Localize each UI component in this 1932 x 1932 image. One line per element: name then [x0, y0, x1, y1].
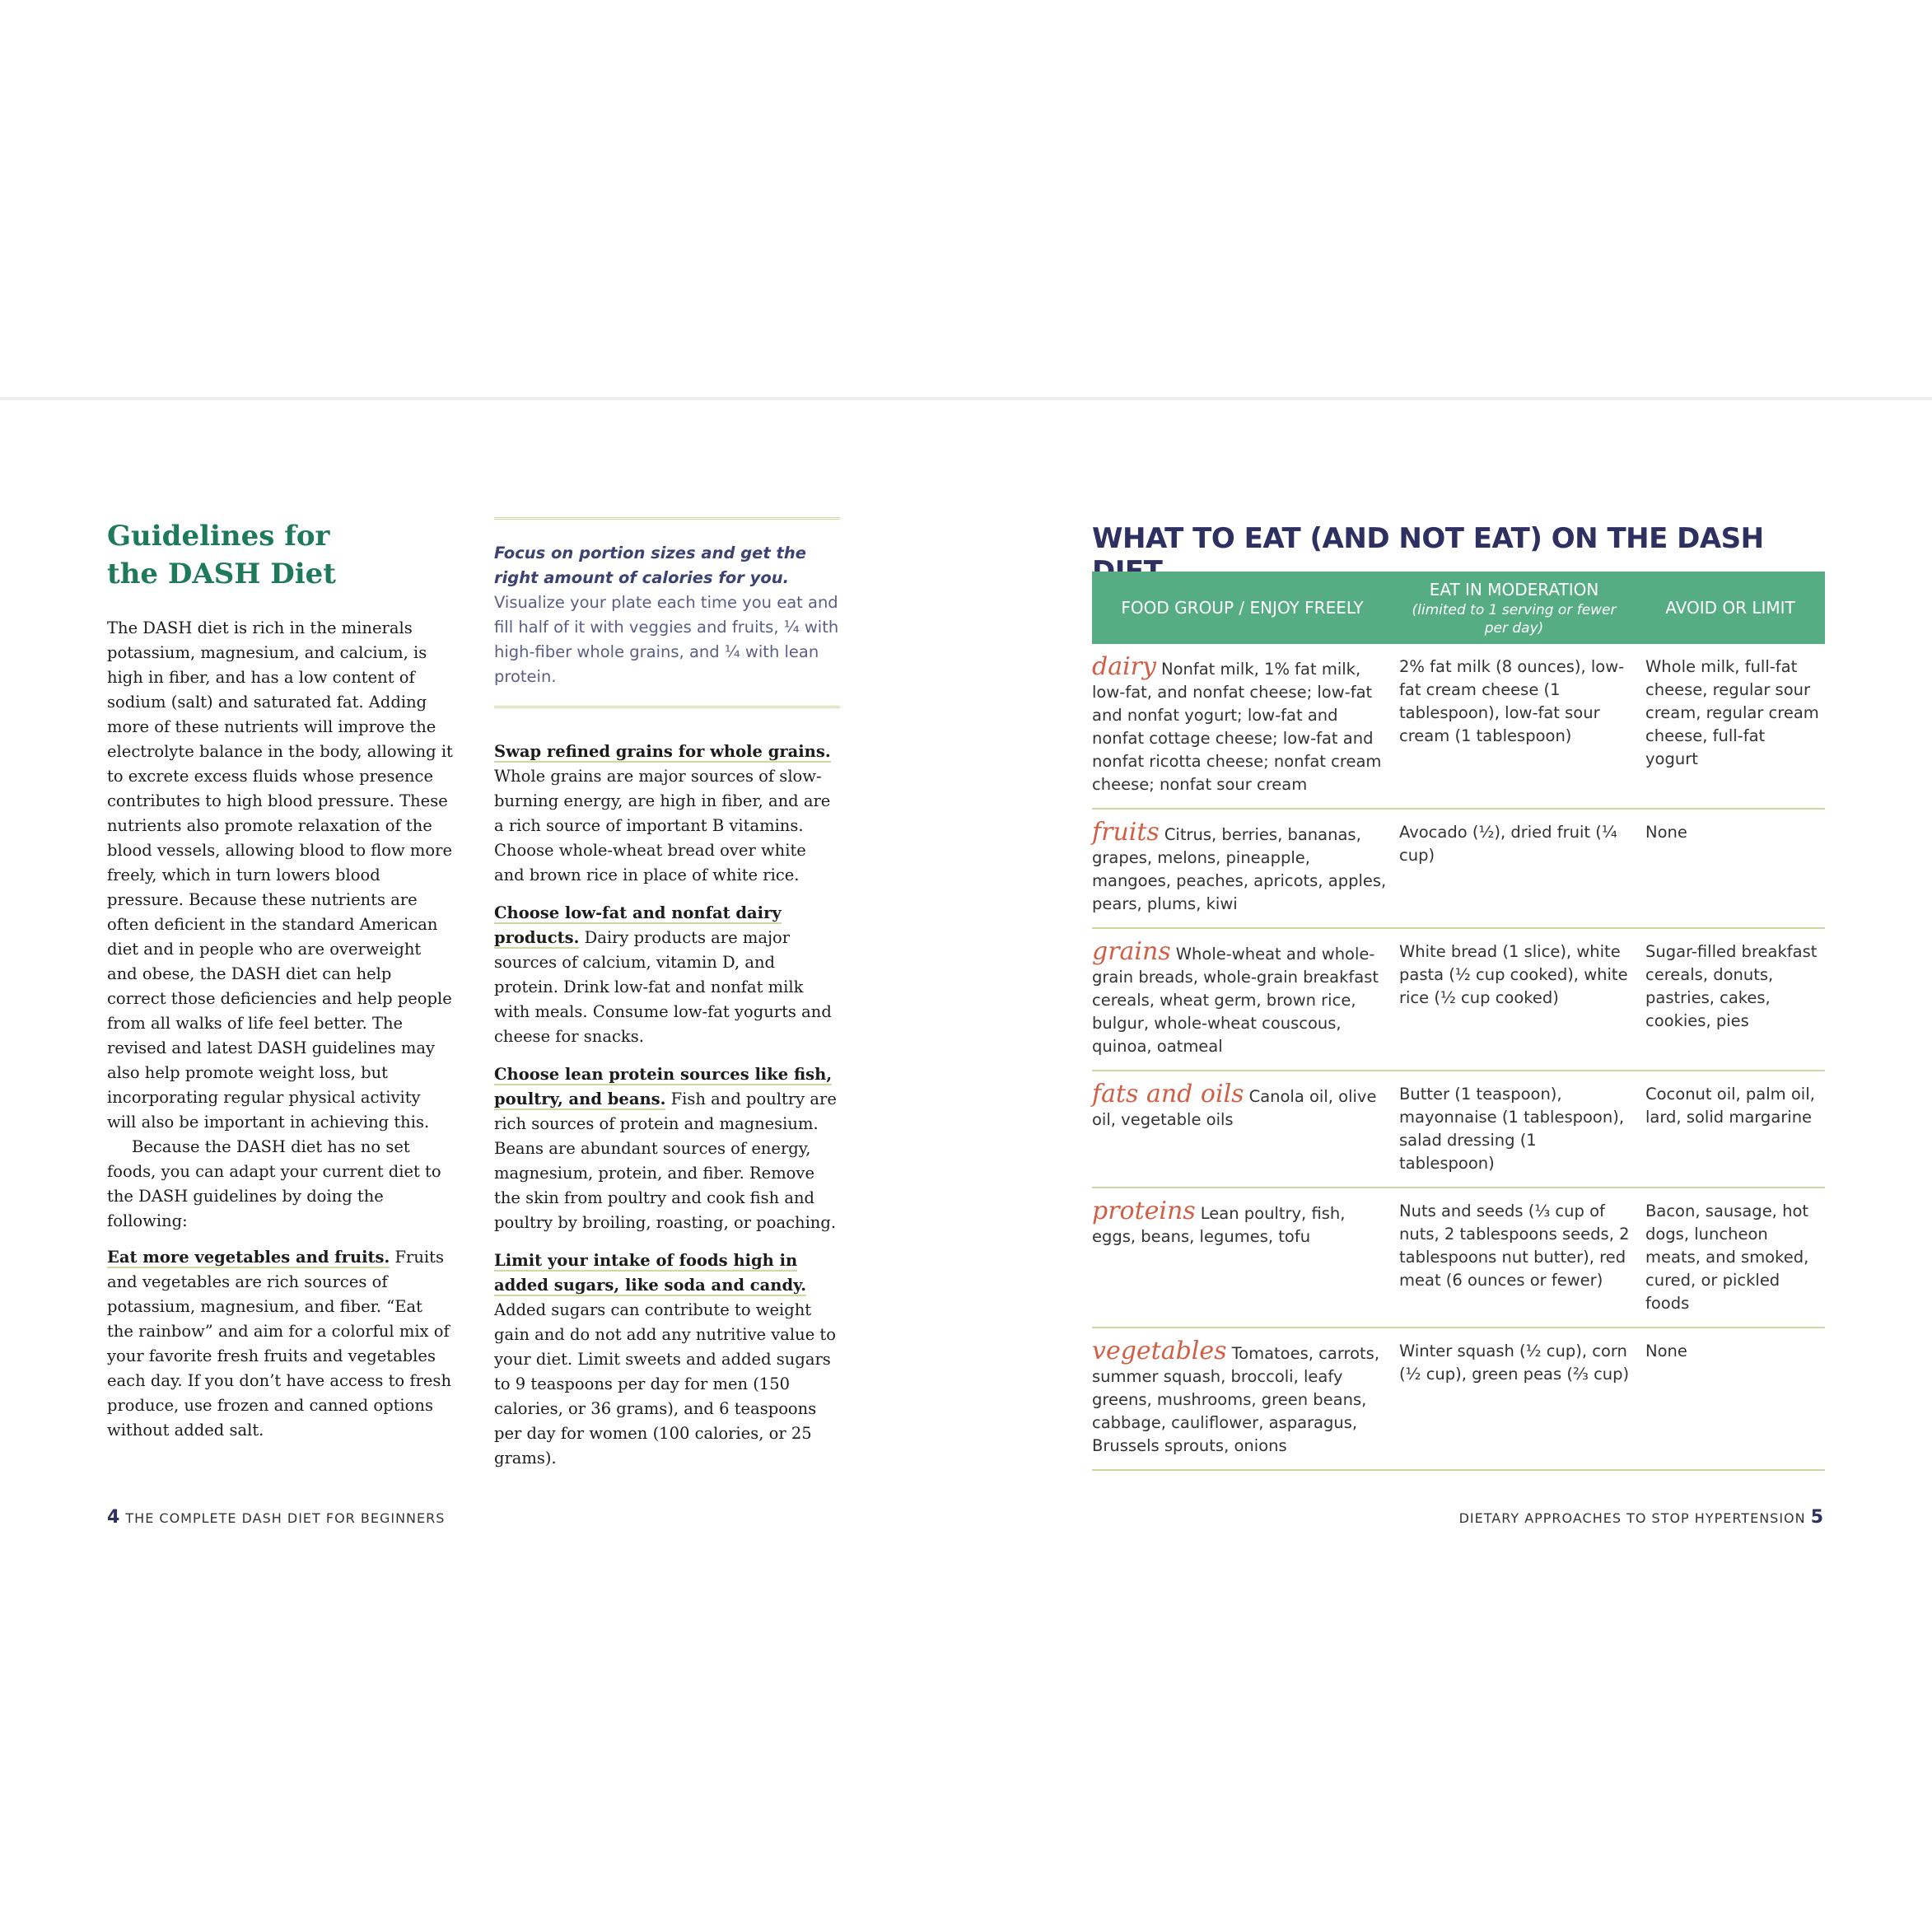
freely-text: Tomatoes, carrots, summer squash, broccoli, leafy greens, mushrooms, green beans, cabbage, cauliflower, asparagus, Brussels sprouts, onions — [1092, 1344, 1380, 1455]
table-row — [1092, 644, 1825, 809]
grains-paragraph — [494, 740, 840, 888]
page-number-right: 5 — [1810, 1507, 1824, 1528]
grains-body: Whole grains are major sources of slow-burning energy, are high in fiber, and are a rich source of important B vitamins. Choose whole-wheat bread over white and brown rice in place of white rice. — [494, 767, 831, 884]
sugar-lead: Limit your intake of foods high in added sugars, like soda and candy. — [494, 1251, 806, 1295]
cell-moderation: White bread (1 slice), white pasta (½ cup cooked), white rice (½ cup cooked) — [1393, 928, 1636, 1071]
freely-text: Citrus, berries, bananas, grapes, melons, pineapple, mangoes, peaches, apricots, apples, pears, plums, kiwi — [1092, 825, 1387, 913]
cell-freely — [1092, 1071, 1393, 1188]
top-divider — [0, 397, 1932, 400]
cell-moderation: Winter squash (½ cup), corn (½ cup), green peas (⅔ cup) — [1393, 1328, 1636, 1470]
group-label: fats and oils — [1092, 1080, 1244, 1108]
food-table — [1092, 572, 1825, 1471]
dairy-paragraph — [494, 901, 840, 1049]
cell-avoid: None — [1636, 809, 1825, 928]
right-column — [494, 740, 840, 1484]
cell-avoid: None — [1636, 1328, 1825, 1470]
cell-moderation: 2% fat milk (8 ounces), low-fat cream cheese (1 tablespoon), low-fat sour cream (1 tablespoon) — [1393, 644, 1636, 809]
cell-freely — [1092, 928, 1393, 1071]
table-row — [1092, 1188, 1825, 1328]
sugar-paragraph — [494, 1248, 840, 1471]
callout-emphasis: Focus on portion sizes and get the right amount of calories for you. — [494, 544, 806, 587]
page-title — [107, 517, 420, 593]
cell-freely — [1092, 644, 1393, 809]
cell-moderation: Butter (1 teaspoon), mayonnaise (1 tablespoon), salad dressing (1 tablespoon) — [1393, 1071, 1636, 1188]
table-header-row — [1092, 572, 1825, 644]
header-food-group: FOOD GROUP / ENJOY FREELY — [1092, 572, 1393, 644]
grains-lead: Swap refined grains for whole grains. — [494, 742, 831, 761]
freely-text: Whole-wheat and whole-grain breads, whole-grain breakfast cereals, wheat germ, brown rice, bulgur, whole-wheat couscous, quinoa, oatmeal — [1092, 945, 1379, 1056]
group-label: proteins — [1092, 1197, 1196, 1225]
table-row — [1092, 928, 1825, 1071]
header-moderation — [1393, 572, 1636, 644]
page-number-left: 4 — [107, 1507, 121, 1528]
protein-paragraph — [494, 1062, 840, 1235]
sugar-body: Added sugars can contribute to weight gain and do not add any nutritive value to your diet. Limit sweets and added sugars to 9 teaspoons per day for men (150 calories, or 36 grams), and 6 teaspoons per day for women (100 calories, or 25 grams). — [494, 1300, 837, 1468]
group-label: fruits — [1092, 818, 1160, 847]
vegetables-lead: Eat more vegetables and fruits. — [107, 1248, 390, 1267]
table-title: WHAT TO EAT (AND NOT EAT) ON THE DASH — [1092, 522, 1764, 555]
group-label: dairy — [1092, 652, 1156, 681]
cell-avoid: Sugar-filled breakfast cereals, donuts, pastries, cakes, cookies, pies — [1636, 928, 1825, 1071]
header-avoid: AVOID OR LIMIT — [1636, 572, 1825, 644]
left-column — [107, 616, 453, 1443]
header-moderation-sub: (limited to 1 serving or fewer per day) — [1412, 602, 1617, 637]
vegetables-body: Fruits and vegetables are rich sources of potassium, magnesium, and fiber. “Eat the rainbow” and aim for a colorful mix of your favorite fresh fruits and vegetables each day. If you don’t have access to fresh produce, use frozen and canned options without added salt. — [107, 1248, 452, 1440]
freely-text: Canola oil, olive oil, vegetable oils — [1092, 1087, 1377, 1129]
dairy-body: Dairy products are major sources of calcium, vitamin D, and protein. Drink low-fat and nonfat milk with meals. Consume low-fat yogurts and cheese for snacks. — [494, 928, 832, 1046]
cell-avoid: Coconut oil, palm oil, lard, solid margarine — [1636, 1071, 1825, 1188]
protein-body: Fish and poultry are rich sources of protein and magnesium. Beans are abundant sources of energy, magnesium, protein, and fiber. Remove the skin from poultry and cook fish and poultry by broiling, roasting, or poaching. — [494, 1090, 837, 1232]
vegetables-paragraph — [107, 1245, 453, 1443]
cell-avoid: Whole milk, full-fat cheese, regular sour cream, regular cream cheese, full-fat yogurt — [1636, 644, 1825, 809]
table-row — [1092, 1071, 1825, 1188]
freely-text: Lean poultry, fish, eggs, beans, legumes, tofu — [1092, 1204, 1346, 1246]
header-moderation-label: EAT IN MODERATION — [1429, 580, 1599, 600]
cell-freely — [1092, 1328, 1393, 1470]
cell-avoid: Bacon, sausage, hot dogs, luncheon meats, and smoked, cured, or pickled foods — [1636, 1188, 1825, 1328]
cell-moderation: Avocado (½), dried fruit (¼ cup) — [1393, 809, 1636, 928]
cell-freely — [1092, 1188, 1393, 1328]
table-row — [1092, 809, 1825, 928]
footer-left — [107, 1507, 445, 1528]
freely-text: Nonfat milk, 1% fat milk, low-fat, and nonfat cheese; low-fat and nonfat yogurt; low-fat and nonfat cottage cheese; low-fat and nonfat ricotta cheese; nonfat cream cheese; nonfat sour cream — [1092, 660, 1382, 794]
callout-body: Visualize your plate each time you eat and fill half of it with veggies and fruits, ¼ with high-fiber whole grains, and ¼ with lean protein. — [494, 593, 839, 686]
title-line-1: Guidelines for — [107, 520, 330, 553]
group-label: grains — [1092, 937, 1171, 966]
intro-paragraph: The DASH diet is rich in the minerals potassium, magnesium, and calcium, is high in fiber, and has a low content of sodium (salt) and saturated fat. Adding more of these nutrients will improve the electrolyte balance in the body, allowing it to excrete excess fluids whose presence contributes to high blood pressure. These nutrients also promote relaxation of the blood vessels, allowing blood to flow more freely, which in turn lowers blood pressure. Because these nutrients are often deficient in the standard American diet and in people who are overweight and obese, the DASH diet can help correct those deficiencies and help people from all walks of life feel better. The revised and latest DASH guidelines may also help promote weight loss, but incorporating regular physical activity will also be important in achieving this. — [107, 618, 453, 1132]
cell-freely — [1092, 809, 1393, 928]
table-row — [1092, 1328, 1825, 1470]
title-line-2: the DASH Diet — [107, 558, 337, 590]
cell-moderation: Nuts and seeds (⅓ cup of nuts, 2 tablespoons seeds, 2 tablespoons nut butter), red meat (6 ounces or fewer) — [1393, 1188, 1636, 1328]
adapt-paragraph: Because the DASH diet has no set foods, you can adapt your current diet to the DASH guidelines by doing the following: — [107, 1137, 441, 1230]
group-label: vegetables — [1092, 1337, 1227, 1365]
footer-right — [1459, 1507, 1824, 1528]
protein-lead: Choose lean protein sources like fish, poultry, and beans. — [494, 1065, 833, 1108]
portion-callout — [494, 517, 840, 708]
footer-right-text: DIETARY APPROACHES TO STOP HYPERTENSION — [1458, 1510, 1806, 1526]
dairy-lead: Choose low-fat and nonfat dairy products. — [494, 903, 782, 947]
footer-left-text: THE COMPLETE DASH DIET FOR BEGINNERS — [125, 1510, 446, 1526]
